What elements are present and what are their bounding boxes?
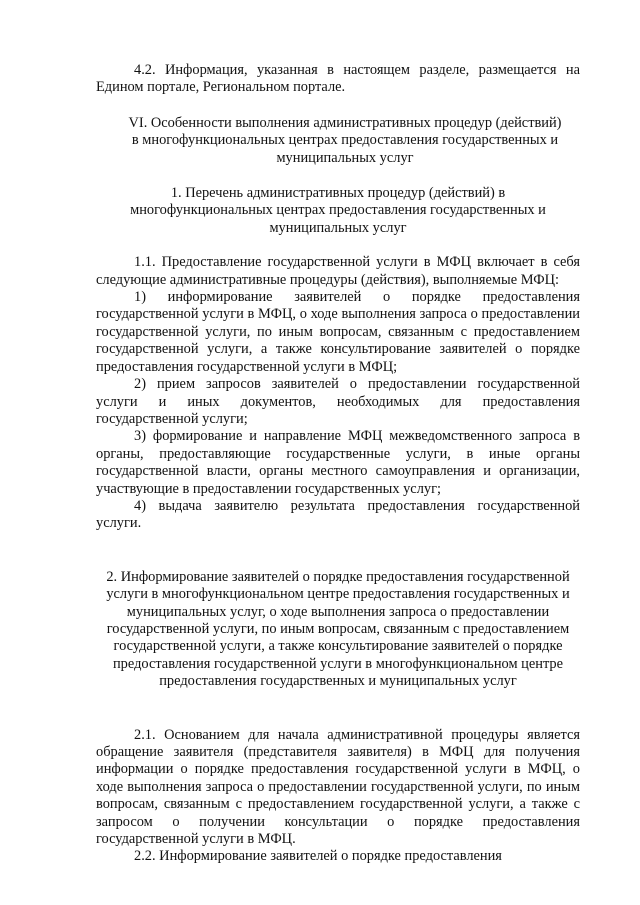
- section-vi-heading: VI. Особенности выполнения административных процедур (действий) в многофункциональных центрах предоставления государственных и муниципальных услуг: [128, 114, 562, 166]
- spacer: [96, 237, 580, 254]
- spacer: [96, 691, 580, 727]
- spacer: [96, 97, 580, 115]
- document-page: [96, 62, 580, 866]
- paragraph-4-2: 4.2. Информация, указанная в настоящем разделе, размещается на Едином портале, Региональном портале.: [96, 62, 580, 96]
- paragraph-1-1: 1.1. Предоставление государственной услуги в МФЦ включает в себя следующие административные процедуры (действия), выполняемые МФЦ:: [96, 254, 580, 288]
- subsection-2-heading: 2. Информирование заявителей о порядке предоставления государственной услуги в многофункциональном центре предоставления государственных и муниципальных услуг, о ходе выполнения запроса о предоставлении государственной услуги, по иным вопросам, связанным с предоставлением государственной услуги, а также консультирование заявителей о порядке предоставления государственной услуги в многофункциональном центре предоставления государственных и муниципальных услуг: [106, 568, 570, 690]
- list-item-4: 4) выдача заявителю результата предоставления государственной услуги.: [96, 497, 580, 532]
- spacer: [96, 167, 580, 185]
- paragraph-2-1: 2.1. Основанием для начала административной процедуры является обращение заявителя (представителя заявителя) в МФЦ для получения информации о порядке предоставления государственной услуги в МФЦ, о ходе выполнения запроса о предоставлении государственной услуги, по иным вопросам, связанным с предоставлением государственной услуги, а также с запросом о получении консультации о порядке предоставления государственной услуги в МФЦ.: [96, 726, 580, 848]
- list-item-1: 1) информирование заявителей о порядке предоставления государственной услуги в МФЦ, о ходе выполнения запроса о предоставлении государственной услуги, по иным вопросам, связанным с предоставлением государственной услуги, а также консультирование заявителей о порядке предоставления государственной услуги в МФЦ;: [96, 289, 580, 375]
- paragraph-2-2: 2.2. Информирование заявителей о порядке предоставления: [134, 848, 502, 865]
- list-item-3: 3) формирование и направление МФЦ межведомственного запроса в органы, предоставляющие государственные услуги, в иные органы государственной власти, органы местного самоуправления и организации, участвующие в предоставлении государственных услуг;: [96, 428, 580, 497]
- subsection-1-heading: 1. Перечень административных процедур (действий) в многофункциональных центрах предоставления государственных и муниципальных услуг: [130, 185, 546, 236]
- list-item-2: 2) прием запросов заявителей о предоставлении государственной услуги и иных документов, необходимых для предоставления государственной услуги;: [96, 376, 580, 427]
- spacer: [96, 533, 580, 569]
